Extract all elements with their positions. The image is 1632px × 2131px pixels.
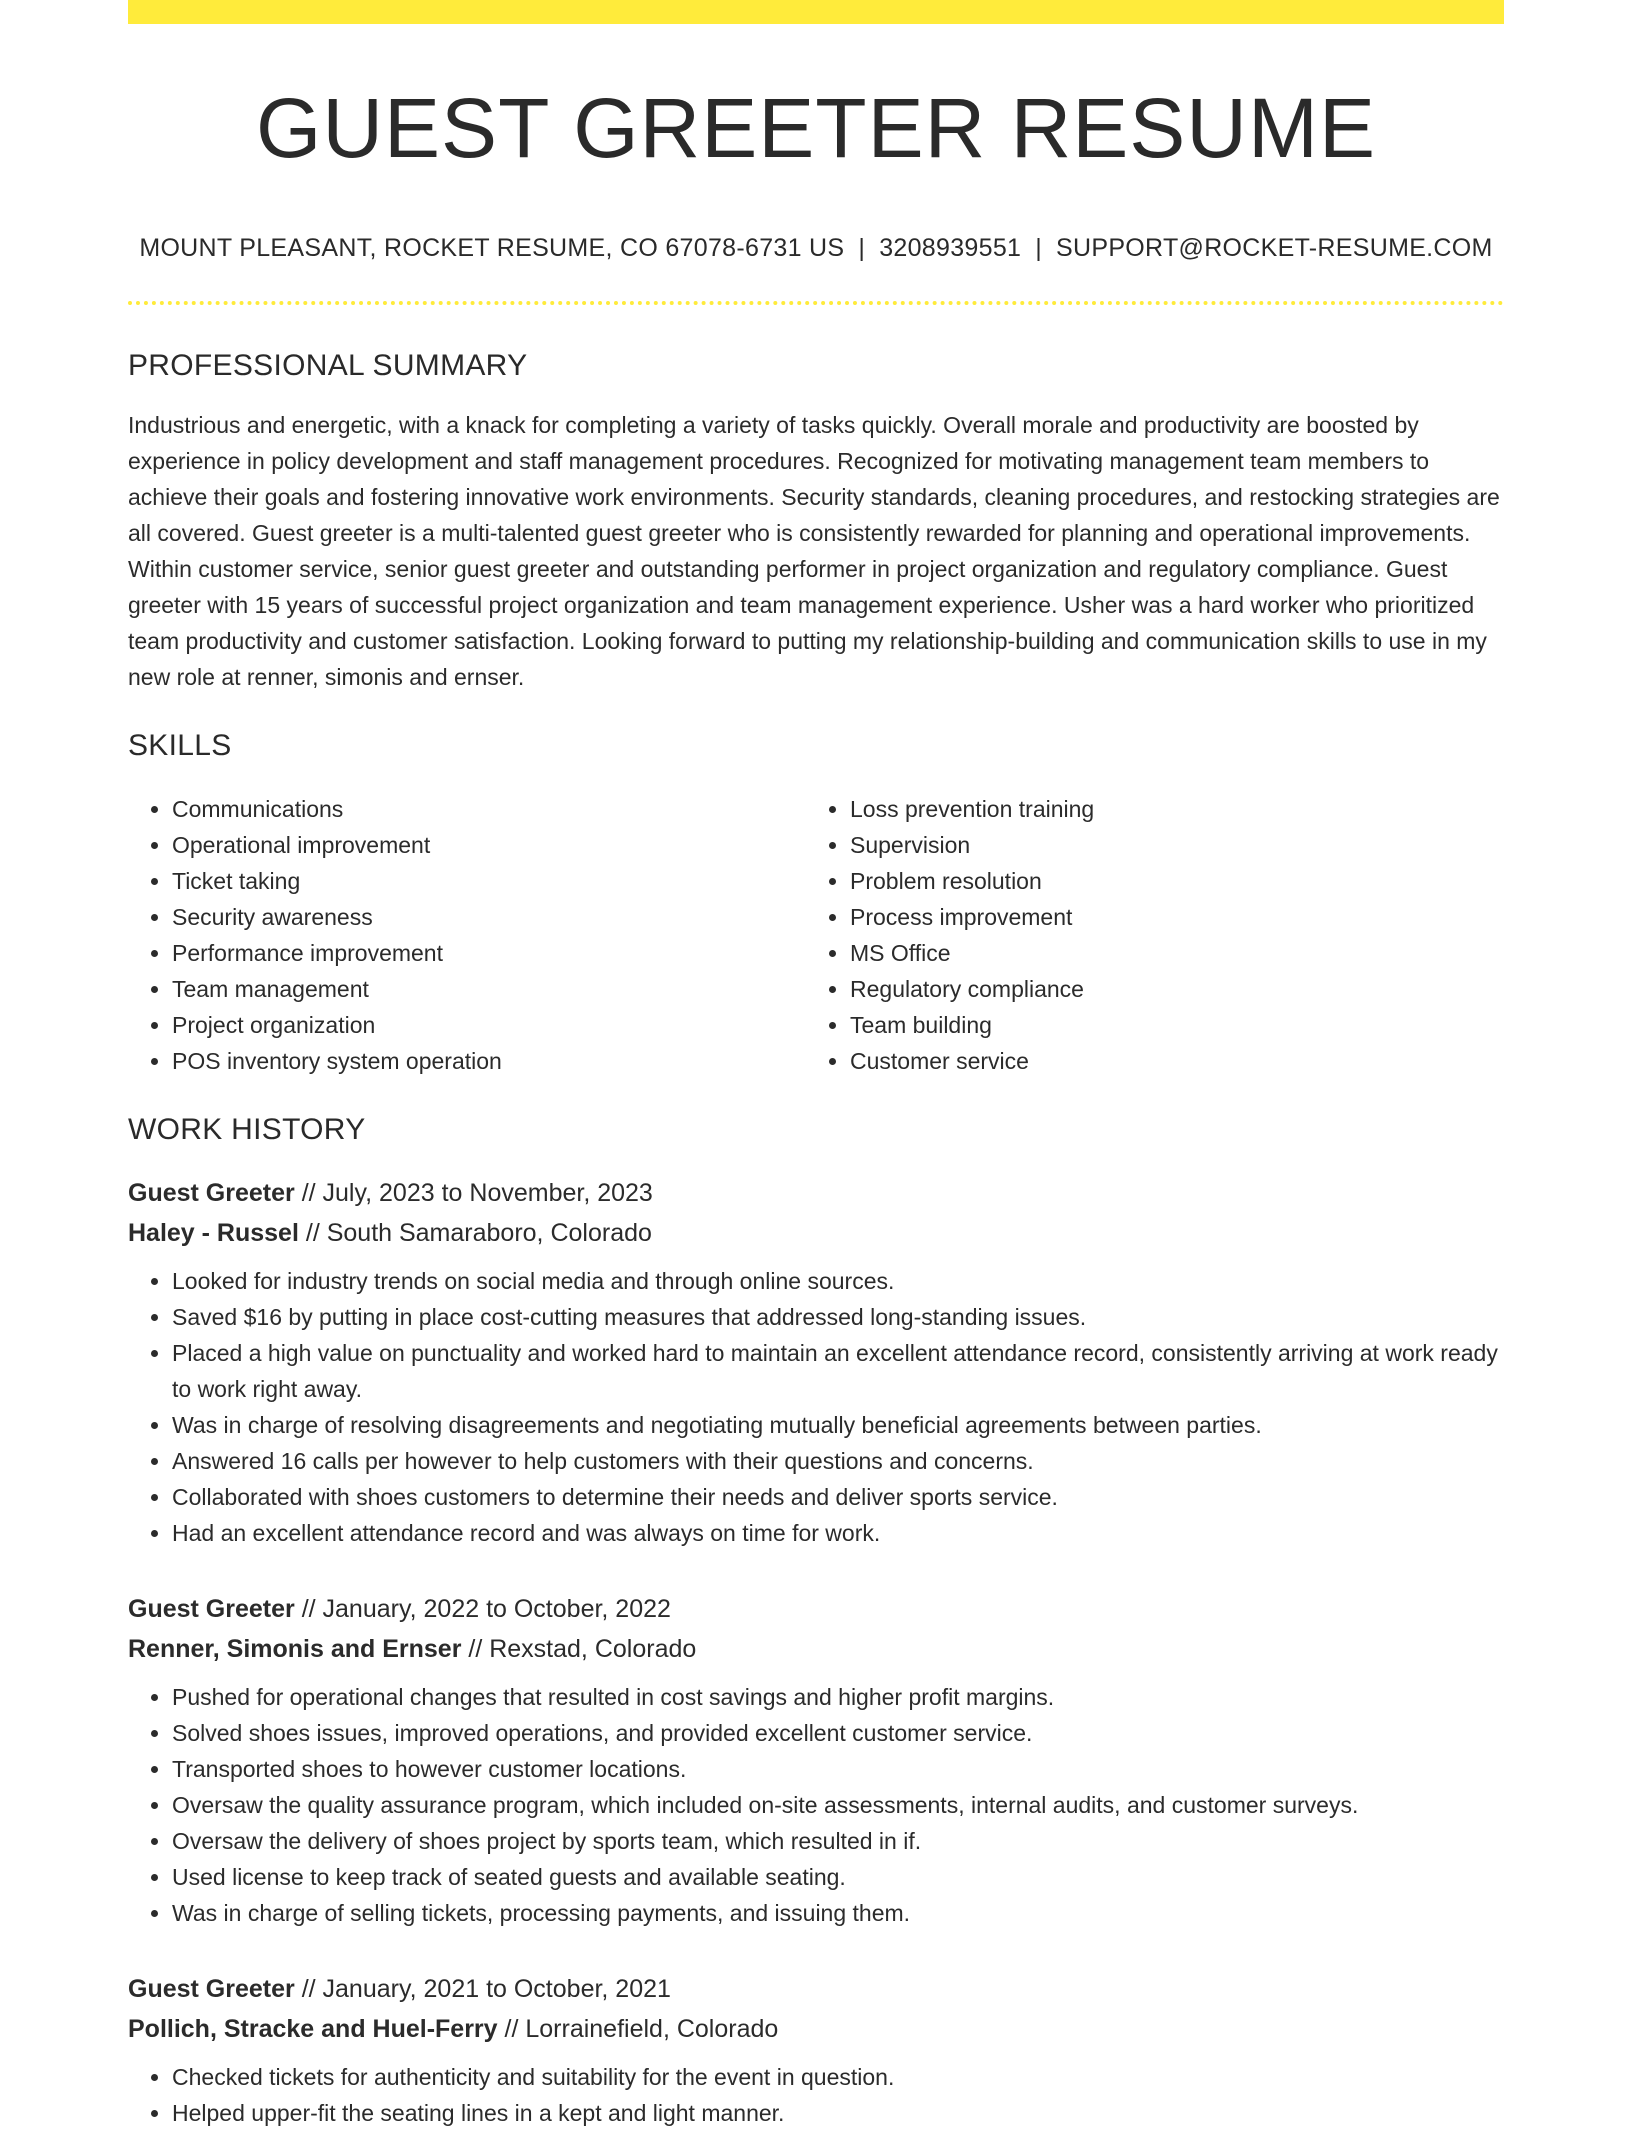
job-bullet: • Answered 16 calls per however to help customers with their questions and concerns. — [172, 1443, 1504, 1479]
job-title: Guest Greeter — [128, 1975, 295, 2003]
skill-item: • Regulatory compliance — [850, 971, 1484, 1007]
skill-item: • Ticket taking — [172, 863, 806, 899]
contact-address: MOUNT PLEASANT, ROCKET RESUME, CO 67078-6731 US — [139, 234, 845, 262]
job-bullet: • Oversaw the quality assurance program, which included on-site assessments, internal audits, and customer surveys. — [172, 1787, 1504, 1823]
resume-title: GUEST GREETER RESUME — [256, 81, 1376, 175]
dotted-divider — [128, 301, 1504, 305]
job-entry — [128, 1589, 1504, 1931]
contact-phone: 3208939551 — [879, 234, 1022, 262]
resume-page — [128, 0, 1504, 2131]
job-bullet: • Had an excellent attendance record and was always on time for work. — [172, 1515, 1504, 1551]
job-title-line — [128, 1589, 1504, 1629]
job-bullets — [128, 1263, 1504, 1551]
job-company: Pollich, Stracke and Huel-Ferry — [128, 2015, 498, 2043]
job-title-line — [128, 1173, 1504, 1213]
skill-item: • Operational improvement — [172, 827, 806, 863]
job-entry — [128, 1173, 1504, 1551]
skill-item: • Performance improvement — [172, 935, 806, 971]
job-bullet: • Solved shoes issues, improved operations, and provided excellent customer service. — [172, 1715, 1504, 1751]
skill-item: • Process improvement — [850, 899, 1484, 935]
job-bullet: • Was in charge of resolving disagreements and negotiating mutually beneficial agreements between parties. — [172, 1407, 1504, 1443]
job-dates: // January, 2021 to October, 2021 — [294, 1975, 671, 2003]
job-company: Haley - Russel — [128, 1219, 299, 1247]
skills-columns — [128, 791, 1504, 1079]
job-bullet: • Checked tickets for authenticity and suitability for the event in question. — [172, 2059, 1504, 2095]
job-bullet: • Placed a high value on punctuality and worked hard to maintain an excellent attendance record, consistently arriving at work ready to work right away. — [172, 1335, 1504, 1407]
job-bullet: • Used license to keep track of seated guests and available seating. — [172, 1859, 1504, 1895]
skill-item: • Team building — [850, 1007, 1484, 1043]
skills-heading: SKILLS — [128, 729, 232, 762]
job-bullet: • Pushed for operational changes that resulted in cost savings and higher profit margins. — [172, 1679, 1504, 1715]
job-bullet: • Helped upper-fit the seating lines in a kept and light manner. — [172, 2095, 1504, 2131]
job-bullet: • Looked for industry trends on social media and through online sources. — [172, 1263, 1504, 1299]
job-bullet: • Oversaw the delivery of shoes project by sports team, which resulted in if. — [172, 1823, 1504, 1859]
contact-separator: | — [1035, 234, 1043, 262]
job-bullets — [128, 1679, 1504, 1931]
skill-item: • Supervision — [850, 827, 1484, 863]
job-company-line — [128, 2009, 1504, 2049]
contact-separator: | — [858, 234, 866, 262]
skill-item: • POS inventory system operation — [172, 1043, 806, 1079]
job-location: // South Samaraboro, Colorado — [298, 1219, 652, 1247]
job-company-line — [128, 1629, 1504, 1669]
summary-text: Industrious and energetic, with a knack for completing a variety of tasks quickly. Overall morale and productivity are boosted by experience in policy development and staff management procedures. Recognized for motivating management team members to achieve their goals and fostering innovative work environments. Security standards, cleaning procedures, and restocking strategies are all covered. Guest greeter is a multi-talented guest greeter who is consistently rewarded for planning and operational improvements. Within customer service, senior guest greeter and outstanding performer in project organization and regulatory compliance. Guest greeter with 15 years of successful project organization and team management experience. Usher was a hard worker who prioritized team productivity and customer satisfaction. Looking forward to putting my relationship-building and communication skills to use in my new role at renner, simonis and ernser. — [128, 412, 1500, 690]
job-bullet: • Collaborated with shoes customers to determine their needs and deliver sports service. — [172, 1479, 1504, 1515]
top-accent-bar — [128, 0, 1504, 24]
job-bullet: • Was in charge of selling tickets, processing payments, and issuing them. — [172, 1895, 1504, 1931]
skill-item: • Problem resolution — [850, 863, 1484, 899]
skills-list-left — [128, 791, 806, 1079]
skill-item: • Loss prevention training — [850, 791, 1484, 827]
skill-item: • Project organization — [172, 1007, 806, 1043]
skill-item: • Security awareness — [172, 899, 806, 935]
skill-item: • MS Office — [850, 935, 1484, 971]
job-title: Guest Greeter — [128, 1179, 295, 1207]
skill-item: • Customer service — [850, 1043, 1484, 1079]
contact-line — [128, 234, 1504, 263]
job-company-line — [128, 1213, 1504, 1253]
job-dates: // January, 2022 to October, 2022 — [294, 1595, 671, 1623]
skill-item: • Communications — [172, 791, 806, 827]
job-title-line — [128, 1969, 1504, 2009]
job-location: // Lorrainefield, Colorado — [497, 2015, 779, 2043]
contact-email: SUPPORT@ROCKET-RESUME.COM — [1056, 234, 1493, 262]
skill-item: • Team management — [172, 971, 806, 1007]
job-location: // Rexstad, Colorado — [461, 1635, 697, 1663]
job-dates: // July, 2023 to November, 2023 — [294, 1179, 653, 1207]
job-bullet: • Transported shoes to however customer locations. — [172, 1751, 1504, 1787]
job-entry — [128, 1969, 1504, 2131]
job-bullet: • Saved $16 by putting in place cost-cutting measures that addressed long-standing issues. — [172, 1299, 1504, 1335]
job-title: Guest Greeter — [128, 1595, 295, 1623]
skills-list-right — [806, 791, 1484, 1079]
work-history-heading: WORK HISTORY — [128, 1113, 366, 1146]
job-bullets — [128, 2059, 1504, 2131]
summary-heading: PROFESSIONAL SUMMARY — [128, 349, 528, 382]
job-company: Renner, Simonis and Ernser — [128, 1635, 462, 1663]
